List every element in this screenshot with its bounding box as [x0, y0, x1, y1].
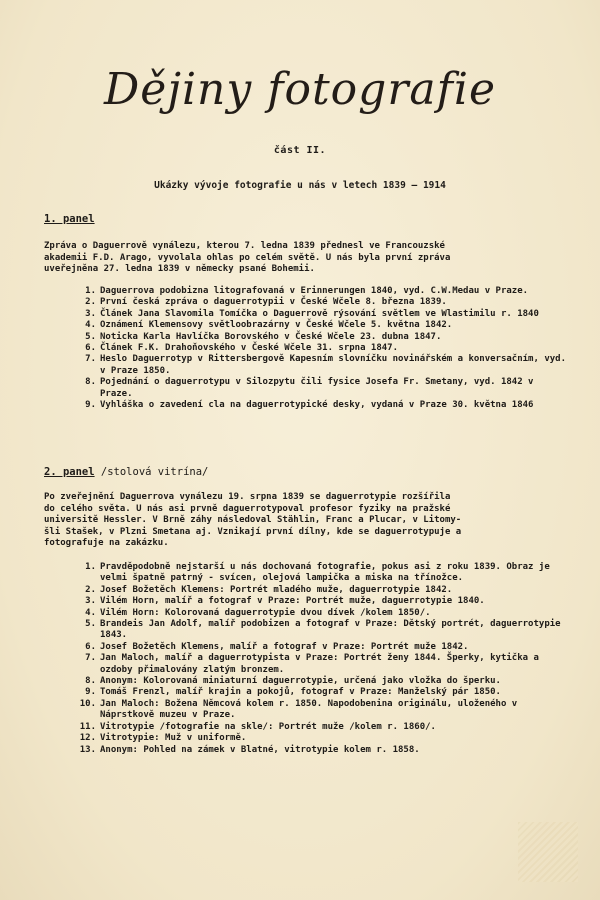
list-item-text: Vilém Horn, malíř a fotograf v Praze: Portrét muže, daguerrotypie 1840. [100, 596, 485, 607]
list-item-number: 2. [85, 584, 96, 595]
list-item-text: Článek Jana Slavomila Tomíčka o Daguerrově rýsování světlem ve Wlastimilu r. 1840 [100, 308, 539, 319]
list-item [78, 642, 570, 653]
list-item-number: 4. [85, 320, 96, 331]
list-item-text: Vilém Horn: Kolorovaná daguerrotypie dvou dívek /kolem 1850/. [100, 607, 431, 618]
document-title: Dějiny fotografie [104, 64, 496, 115]
panel-2-heading-label: 2. panel [44, 466, 95, 478]
document-subtitle: Ukázky vývoje fotografie u nás v letech 1839 – 1914 [154, 180, 446, 191]
list-item-text: Vitrotypie /fotografie na skle/: Portrét muže /kolem r. 1860/. [100, 721, 436, 732]
list-item-text: Noticka Karla Havlíčka Borovského v České Wčele 23. dubna 1847. [100, 331, 442, 342]
panel-1-heading-label: 1. panel [44, 213, 95, 225]
list-item [78, 332, 570, 343]
list-item-text: Anonym: Kolorovaná miniaturní daguerrotypie, určená jako vložka do šperku. [100, 676, 501, 687]
list-item-number: 7. [85, 653, 96, 664]
list-item [78, 309, 570, 320]
list-item-text: Heslo Daguerrotyp v Rittersbergově Kapesním slovníčku novinářském a konversačním, vyd. v Praze 1850. [100, 354, 566, 376]
list-item [78, 286, 570, 297]
list-item-number: 2. [85, 297, 96, 308]
list-item [78, 343, 570, 354]
list-item-number: 8. [85, 377, 96, 388]
list-item [78, 687, 570, 698]
list-item-number: 3. [85, 596, 96, 607]
list-item-number: 6. [85, 343, 96, 354]
list-item-text: Tomáš Frenzl, malíř krajin a pokojů, fotograf v Praze: Manželský pár 1850. [100, 687, 501, 698]
list-item [78, 733, 570, 744]
list-item-text: Vyhláška o zavedení cla na daguerrotypické desky, vydaná v Praze 30. května 1846 [100, 400, 534, 411]
panel-2-intro: Po zveřejnění Daguerrova vynálezu 19. srpna 1839 se daguerrotypie rozšířila do celého světa. U nás asi prvně daguerrotypoval profesor fyziky na pražské universitě Hessler. V Brně záhy následoval Stählin, Franc a Plucar, v Litomy- šli Stašek, v Plzni Smetana aj. Vznikají první dílny, kde se daguerrotypuje a fotografuje na zakázku. [44, 492, 462, 548]
list-item-text: Pravděpodobně nejstarší u nás dochovaná fotografie, pokus asi z roku 1839. Obraz je velmi špatně patrný - svícen, olejová lampička a miska na třínožce. [100, 562, 550, 584]
list-item [78, 619, 570, 642]
list-item-number: 1. [85, 286, 96, 296]
part-label: část II. [273, 145, 327, 156]
list-item [78, 320, 570, 331]
list-item-text: Článek F.K. Drahoňovského v České Wčele 31. srpna 1847. [100, 343, 399, 354]
list-item [78, 562, 570, 585]
paper-texture-corner [518, 822, 578, 882]
list-item-number: 11. [79, 721, 96, 732]
list-item-number: 10. [79, 698, 96, 709]
list-item-text: První česká zpráva o daguerrotypii v České Wčele 8. března 1839. [100, 297, 447, 308]
list-item [78, 400, 570, 411]
list-item-text: Pojednání o daguerrotypu v Silozpytu čili fysice Josefa Fr. Smetany, vyd. 1842 v Praze. [100, 377, 534, 399]
list-item [78, 585, 570, 596]
list-item-number: 13. [79, 744, 96, 755]
list-item-text: Jan Maloch, malíř a daguerrotypista v Praze: Portrét ženy 1844. Šperky, kytička a ozdoby přimalovány zlatým bronzem. [100, 653, 539, 675]
list-item [78, 608, 570, 619]
list-item [78, 596, 570, 607]
list-item [78, 722, 570, 733]
panel-2-heading-extra: /stolová vitrína/ [94, 466, 209, 478]
list-item [78, 653, 570, 676]
panel-1-heading [44, 213, 95, 225]
list-item-number: 8. [85, 676, 96, 687]
list-item-number: 9. [85, 400, 96, 411]
list-item-number: 4. [85, 607, 96, 618]
list-item-number: 7. [85, 354, 96, 365]
list-item-text: Daguerrova podobizna litografovaná v Erinnerungen 1840, vyd. C.W.Medau v Praze. [100, 286, 529, 296]
list-item [78, 676, 570, 687]
list-item [78, 699, 570, 722]
list-item-number: 9. [85, 687, 96, 698]
list-item-text: Anonym: Pohled na zámek v Blatné, vitrotypie kolem r. 1858. [100, 744, 420, 755]
list-item-text: Brandeis Jan Adolf, malíř podobizen a fotograf v Praze: Dětský portrét, daguerrotypie 1843. [100, 619, 561, 641]
list-item [78, 377, 570, 400]
list-item [78, 354, 570, 377]
list-item-number: 12. [79, 733, 96, 744]
list-item [78, 745, 570, 756]
list-item-text: Josef Božetěch Klemens, malíř a fotograf v Praze: Portrét muže 1842. [100, 641, 469, 652]
list-item-text: Vitrotypie: Muž v uniformě. [100, 733, 247, 744]
list-item-number: 6. [85, 641, 96, 652]
list-item [78, 297, 570, 308]
list-item-text: Josef Božetěch Klemens: Portrét mladého muže, daguerrotypie 1842. [100, 584, 453, 595]
panel-2-list [78, 562, 570, 756]
list-item-number: 5. [85, 331, 96, 342]
panel-2-heading [44, 466, 208, 478]
list-item-number: 1. [85, 562, 96, 572]
panel-1-intro: Zpráva o Daguerrově vynálezu, kterou 7. ledna 1839 přednesl ve Francouzské akademii F.D. Arago, vyvolala ohlas po celém světě. U nás byla první zpráva uveřejněna 27. ledna 1839 v německy psané Bohemii. [44, 241, 451, 274]
list-item-text: Jan Maloch: Božena Němcová kolem r. 1850. Napodobenina originálu, uloženého v Náprstkově muzeu v Praze. [100, 698, 518, 721]
list-item-text: Oznámení Klemensovy světloobrazárny v České Wčele 5. května 1842. [100, 320, 453, 331]
list-item-number: 5. [85, 619, 96, 630]
panel-1-list [78, 286, 570, 411]
list-item-number: 3. [85, 308, 96, 319]
